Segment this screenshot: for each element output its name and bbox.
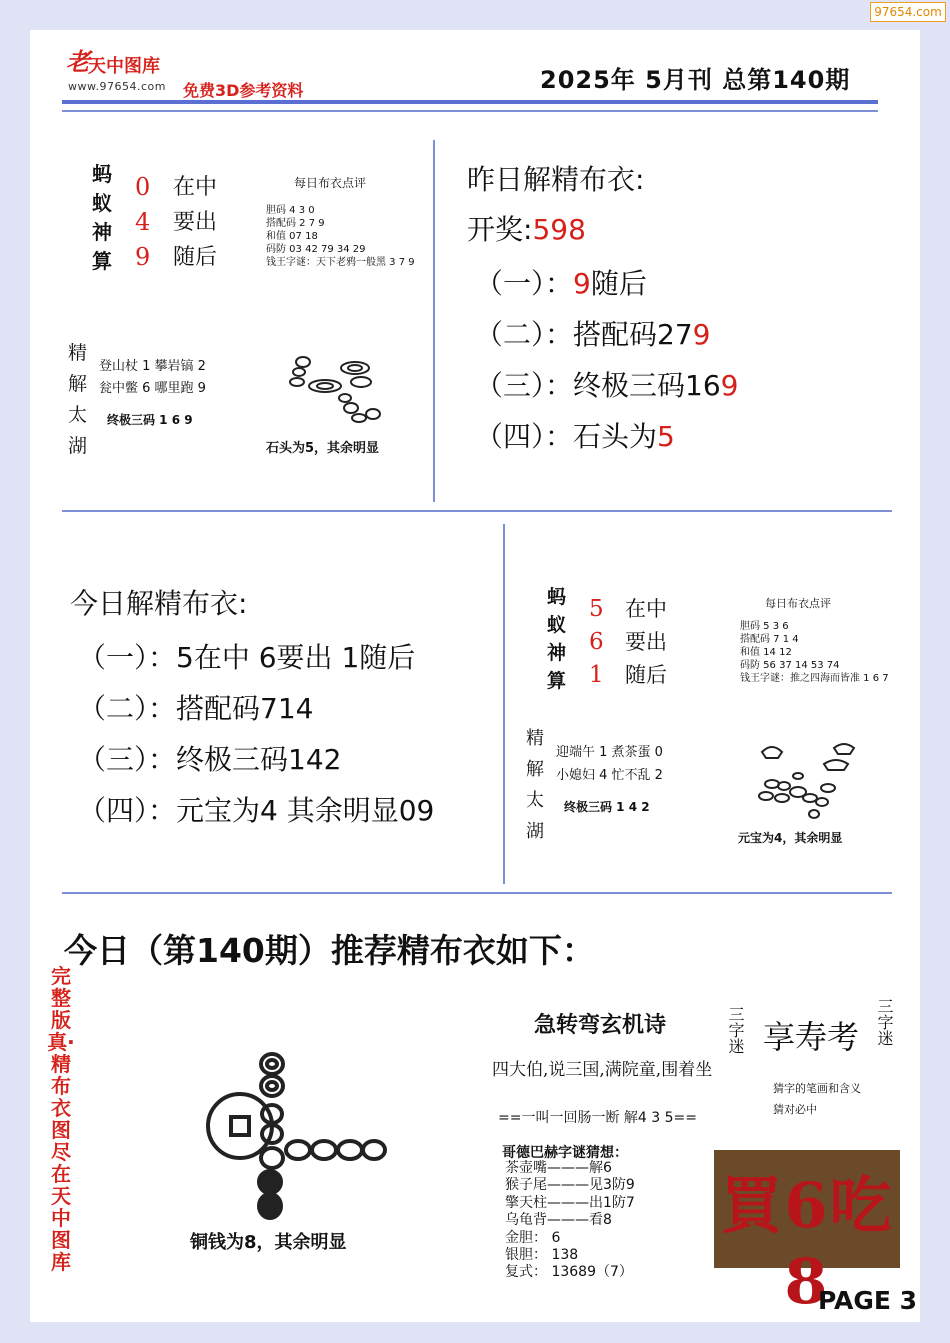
today-phrases: 在中 要出 随后 bbox=[625, 597, 667, 687]
prev-side-title: 精 解 太 湖 bbox=[68, 342, 88, 457]
page-number: PAGE 3 bbox=[818, 1286, 918, 1315]
ingots-illustration bbox=[752, 738, 864, 824]
poem-hint: ==一叫一回肠一断 解4 3 5== bbox=[498, 1110, 697, 1126]
tagline: 免费3D参考资料 bbox=[183, 81, 304, 100]
today-final-three: 终极三码 1 4 2 bbox=[564, 800, 650, 814]
today-side-title: 精 解 太 湖 bbox=[526, 728, 544, 842]
today-item: （二）：搭配码714 bbox=[78, 692, 314, 725]
riddle-note-2: 猜对必中 bbox=[773, 1103, 817, 1116]
divider-top bbox=[433, 140, 435, 502]
logo-mark: 老 bbox=[66, 48, 90, 76]
poem-title: 急转弯玄机诗 bbox=[534, 1012, 667, 1038]
draw-label: 开奖: bbox=[467, 213, 533, 246]
today-item: （四）：元宝为4 其余明显09 bbox=[78, 794, 435, 827]
divider-lower bbox=[503, 524, 505, 884]
draw-value: 598 bbox=[532, 213, 586, 246]
yesterday-title: 昨日解精布衣: bbox=[467, 163, 645, 196]
today-title: 今日解精布衣: bbox=[70, 587, 248, 620]
yesterday-items bbox=[475, 258, 738, 462]
prev-phrases: 在中 要出 随后 bbox=[173, 175, 218, 270]
logo-url: www.97654.com bbox=[68, 80, 166, 93]
today-vertical-title: 蚂 蚁 神 算 bbox=[547, 586, 567, 692]
prev-riddles: 登山杖 1 攀岩镐 2 瓮中鳖 6 哪里跑 9 bbox=[99, 359, 206, 396]
today-items bbox=[78, 632, 434, 836]
header-rule bbox=[62, 100, 878, 104]
today-item: （三）：终极三码142 bbox=[78, 743, 342, 776]
divider-bottom bbox=[62, 892, 892, 894]
poem-line: 四大伯,说三国,满院童,围着坐 bbox=[492, 1060, 713, 1080]
riddle-tag-left: 三字迷 bbox=[726, 1006, 745, 1054]
poster-text: 買6吃8 bbox=[720, 1169, 894, 1318]
prev-comment-title: 每日布衣点评 bbox=[294, 176, 367, 190]
riddle-note-1: 猜字的笔画和含义 bbox=[773, 1082, 861, 1095]
coin-illustration bbox=[200, 1050, 390, 1220]
divider-middle bbox=[62, 510, 892, 512]
prev-final-three: 终极三码 1 6 9 bbox=[107, 413, 193, 427]
stones-illustration bbox=[285, 352, 405, 432]
goethe-lines: 茶壶嘴———解6 猴子尾———见3防9 擎天柱———出1防7 乌龟背———看8 金胆： 6 银胆： 138 复式： 13689（7） bbox=[505, 1160, 635, 1281]
prev-digits: 0 4 9 bbox=[135, 173, 151, 271]
header-rule-thin bbox=[62, 110, 878, 112]
coin-caption: 铜钱为8，其余明显 bbox=[190, 1232, 347, 1253]
yesterday-item: （一）：9随后 bbox=[475, 267, 647, 300]
prev-caption: 石头为5，其余明显 bbox=[266, 441, 380, 456]
issue-title: 2025年 5月刊 总第140期 bbox=[540, 66, 851, 94]
today-riddles: 迎端午 1 煮茶蛋 0 小媳妇 4 忙不乱 2 bbox=[556, 745, 663, 783]
prev-vertical-title: 蚂 蚁 神 算 bbox=[92, 162, 112, 273]
watermark: 97654.com bbox=[870, 2, 946, 22]
riddle-tag-right: 三字迷 bbox=[875, 998, 894, 1046]
logo-name: 天中图库 bbox=[88, 56, 160, 77]
today-comment-title: 每日布衣点评 bbox=[765, 597, 831, 610]
yesterday-item: （四）：石头为5 bbox=[475, 420, 675, 453]
yesterday-item: （三）：终极三码169 bbox=[475, 369, 739, 402]
yesterday-item: （二）：搭配码279 bbox=[475, 318, 711, 351]
yesterday-draw bbox=[467, 208, 586, 248]
today-item: （一）：5在中 6要出 1随后 bbox=[78, 641, 416, 674]
prev-comment-lines: 胆码 4 3 0 搭配码 2 7 9 和值 07 18 码防 03 42 79 34 29 钱王字谜：天下老鸦一般黑 3 7 9 bbox=[266, 205, 415, 268]
today-digits: 5 6 1 bbox=[589, 596, 604, 688]
riddle-main: 享寿考 bbox=[763, 1018, 860, 1056]
side-slogan: 完整版真·精布衣图尽在天中图库 bbox=[47, 964, 75, 1274]
goethe-title: 哥德巴赫字谜猜想： bbox=[502, 1145, 628, 1161]
today-caption: 元宝为4，其余明显 bbox=[738, 831, 843, 845]
today-comment-lines: 胆码 5 3 6 搭配码 7 1 4 和值 14 12 码防 56 37 14 53 74 钱王字谜：推之四海而皆准 1 6 7 bbox=[740, 621, 889, 684]
recommend-heading: 今日（第140期）推荐精布衣如下： bbox=[64, 931, 595, 970]
